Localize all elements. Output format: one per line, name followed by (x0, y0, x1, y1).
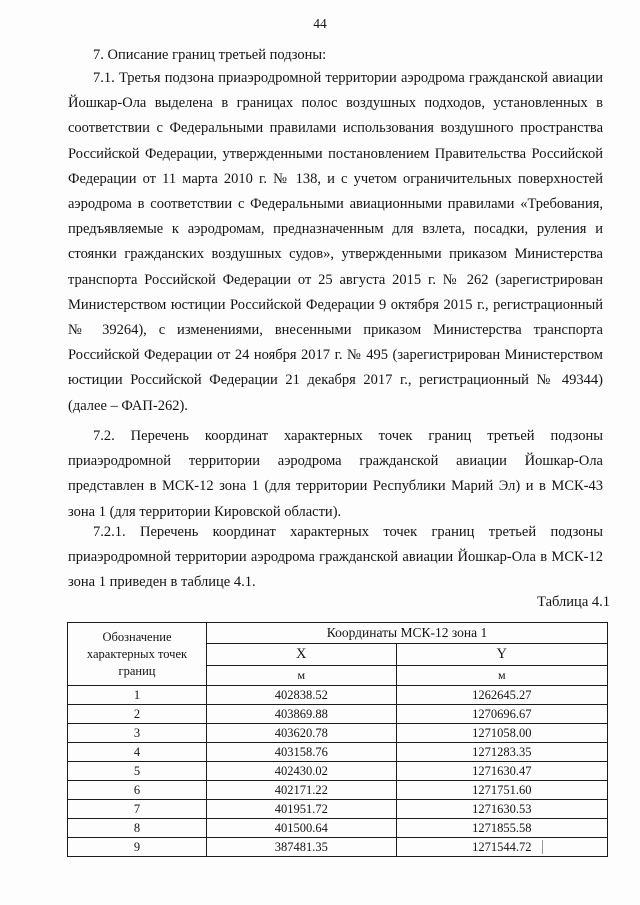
y-coordinate: 1271058.00 (396, 724, 607, 743)
point-number: 6 (68, 781, 207, 800)
point-number: 2 (68, 705, 207, 724)
paragraph-7-2-1: 7.2.1. Перечень координат характерных точек границ третьей подзоны приаэродромной территории аэродрома гражданской авиации Йошкар-Ола в МСК-12 зона 1 приведен в таблице 4.1. (68, 524, 603, 591)
point-number: 8 (68, 819, 207, 838)
x-coordinate: 401500.64 (207, 819, 397, 838)
table-row (68, 724, 608, 743)
y-unit: м (396, 666, 607, 686)
y-coordinate: 1271544.72 (396, 838, 607, 857)
paragraph-7-1: 7.1. Третья подзона приаэродромной территории аэродрома гражданской авиации Йошкар-Ола выделена в границах полос воздушных подходов, установленных в соответствии с Федеральными правилами использования воздушного пространства Российской Федерации, утвержденными постановлением Правительства Российской Федерации от 11 марта 2010 г. № 138, и с учетом ограничительных поверхностей аэродрома в соответствии с Федеральными авиационными правилами «Требования, предъявляемые к аэродромам, предназначенным для взлета, посадки, руления и стоянки гражданских воздушных судов», утвержденными приказом Министерства транспорта Российской Федерации от 25 августа 2015 г. № 262 (зарегистрирован Министерством юстиции Российской Федерации 9 октября 2015 г., регистрационный № 39264), с изменениями, внесенными приказом Министерства транспорта Российской Федерации от 24 ноября 2017 г. № 495 (зарегистрирован Министерством юстиции Российской Федерации 21 декабря 2017 г., регистрационный № 49344) (далее – ФАП-262). (68, 70, 603, 414)
page-number: 44 (313, 16, 327, 31)
x-unit: м (207, 666, 397, 686)
x-coordinate: 402171.22 (207, 781, 397, 800)
table-row (68, 819, 608, 838)
x-column-header: X (207, 644, 397, 666)
scan-artifact (542, 840, 543, 854)
coordinates-group-header: Координаты МСК-12 зона 1 (207, 623, 608, 644)
table-row (68, 781, 608, 800)
paragraph-7-2: 7.2. Перечень координат характерных точек границ третьей подзоны приаэродромной территории аэродрома гражданской авиации Йошкар-Ола представлен в МСК-12 зона 1 (для территории Республики Марий Эл) и в МСК-43 зона 1 (для территории Кировской области). (68, 428, 603, 520)
point-number: 7 (68, 800, 207, 819)
x-coordinate: 403620.78 (207, 724, 397, 743)
x-coordinate: 403869.88 (207, 705, 397, 724)
x-coordinate: 402838.52 (207, 686, 397, 705)
coordinates-table (67, 622, 608, 857)
y-coordinate: 1262645.27 (396, 686, 607, 705)
x-coordinate: 403158.76 (207, 743, 397, 762)
y-coordinate: 1271630.53 (396, 800, 607, 819)
table-row (68, 705, 608, 724)
x-coordinate: 402430.02 (207, 762, 397, 781)
table-row (68, 838, 608, 857)
point-label-header: Обозначение характерных точек границ (68, 623, 207, 686)
x-coordinate: 401951.72 (207, 800, 397, 819)
table-row (68, 762, 608, 781)
y-column-header: Y (396, 644, 607, 666)
point-number: 4 (68, 743, 207, 762)
x-coordinate: 387481.35 (207, 838, 397, 857)
y-coordinate: 1271751.60 (396, 781, 607, 800)
table-row (68, 800, 608, 819)
y-coordinate: 1271855.58 (396, 819, 607, 838)
y-coordinate: 1270696.67 (396, 705, 607, 724)
y-coordinate: 1271283.35 (396, 743, 607, 762)
table-body (68, 686, 608, 857)
table-row (68, 686, 608, 705)
section-heading: 7. Описание границ третьей подзоны: (93, 47, 327, 63)
point-number: 5 (68, 762, 207, 781)
table-row (68, 743, 608, 762)
point-number: 1 (68, 686, 207, 705)
point-number: 9 (68, 838, 207, 857)
y-coordinate: 1271630.47 (396, 762, 607, 781)
point-number: 3 (68, 724, 207, 743)
table-caption: Таблица 4.1 (537, 594, 610, 610)
